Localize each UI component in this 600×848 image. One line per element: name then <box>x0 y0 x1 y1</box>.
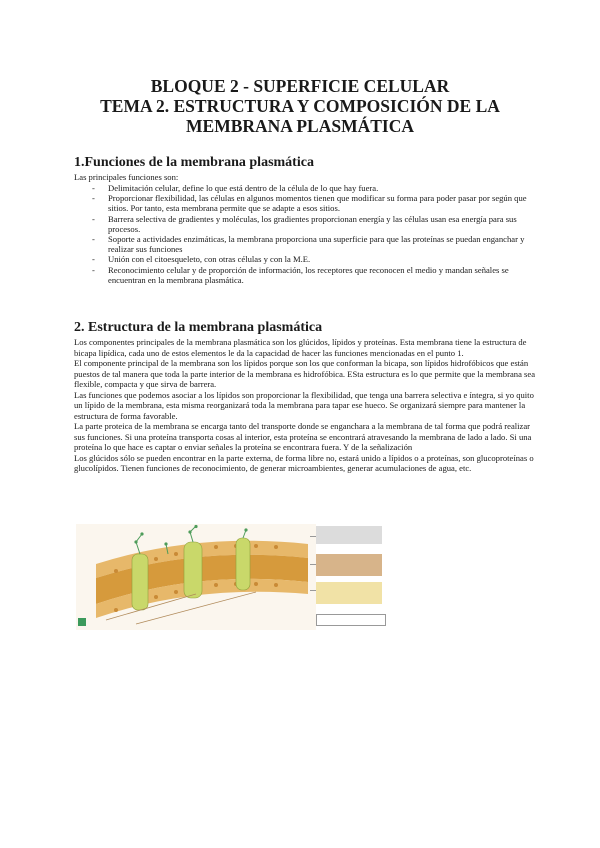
list-item: - Reconocimiento celular y de proporción de información, los receptores que reconocen el medio y mandan señales se encuentran en la membrana plasmática. <box>92 264 509 285</box>
list-item: - Barrera selectiva de gradientes y moléculas, los gradientes proporcionan energía y las células usan esa energía para sus procesos. <box>92 213 517 234</box>
paragraph: El componente principal de la membrana son los lípidos porque son los que conforman la bicapa, son lípidos hidrofóbicos que están puestos de tal manera que toda la parte interior de la membrana es hidrofóbica. ESta estructura es lo que permite que la membrana sea flexible, compacta y que sirva de barrera. <box>74 358 536 389</box>
document-title <box>0 76 600 136</box>
title-line-1: BLOQUE 2 - SUPERFICIE CELULAR <box>150 76 450 96</box>
title-line-2: TEMA 2. ESTRUCTURA Y COMPOSICIÓN DE LA <box>100 96 500 116</box>
section-1-intro: Las principales funciones son: <box>74 172 179 182</box>
section-2-body <box>74 337 536 474</box>
title-line-3: MEMBRANA PLASMÁTICA <box>186 116 414 136</box>
list-item: - Proporcionar flexibilidad, las células en algunos momentos tienen que modificar su forma para poder pasar por según que sitios. Por tanto, esta membrana permite que se adapte a esos sitios. <box>92 193 527 214</box>
legend-box-4 <box>316 614 386 626</box>
paragraph: La parte proteica de la membrana se encarga tanto del transporte donde se enganchara a la membrana de tal forma que podrá realizar sus funciones. Si una proteína transporta cosas al interior, esta proteína se encontrará atravesando la membrana de lado a lado. Si una proteína lo que hace es captar o enviar señales la proteína se encontrara fuera. Y de la señalización <box>74 421 532 452</box>
list-item: - Unión con el citoesqueleto, con otras células y con la M.E. <box>92 254 311 265</box>
section-2-heading: 2. Estructura de la membrana plasmática <box>74 320 323 335</box>
section-1-heading: 1.Funciones de la membrana plasmática <box>74 155 314 170</box>
diagram-legend <box>316 526 402 626</box>
legend-box-3 <box>316 582 382 604</box>
paragraph: Las funciones que podemos asociar a los lípidos son proporcionar la flexibilidad, que tenga una barrera selectiva e íntegra, si yo quito un lípido de la membrana, esta misma reorganizará toda la membrana para tapar ese hueco. Se organizará siempre para mantener la estructura de forma favorable. <box>74 389 534 421</box>
membrane-diagram <box>76 524 316 630</box>
paragraph: Los componentes principales de la membrana plasmática son los glúcidos, lípidos y proteínas. Esta membrana tiene la estructura de bicapa lipídica, cada uno de estos elementos le da la capacidad de hacer las funciones mencionadas en el punto 1. <box>74 337 527 358</box>
legend-box-1 <box>316 526 382 544</box>
functions-list <box>74 183 536 285</box>
list-item: - Soporte a actividades enzimáticas, la membrana proporciona una superficie para que las proteínas se puedan enganchar y realizar sus funciones <box>92 234 525 255</box>
list-item: - Delimitación celular, define lo que está dentro de la célula de lo que hay fuera. <box>92 183 379 193</box>
legend-box-2 <box>316 554 382 576</box>
paragraph: Los glúcidos sólo se pueden encontrar en la parte externa, de forma libre no, estará unido a lípidos o a proteínas, son glucoproteínas o glucolípidos. Tienen funciones de reconocimiento, de generar microambientes, generar acumulaciones de agua, etc. <box>74 452 534 473</box>
